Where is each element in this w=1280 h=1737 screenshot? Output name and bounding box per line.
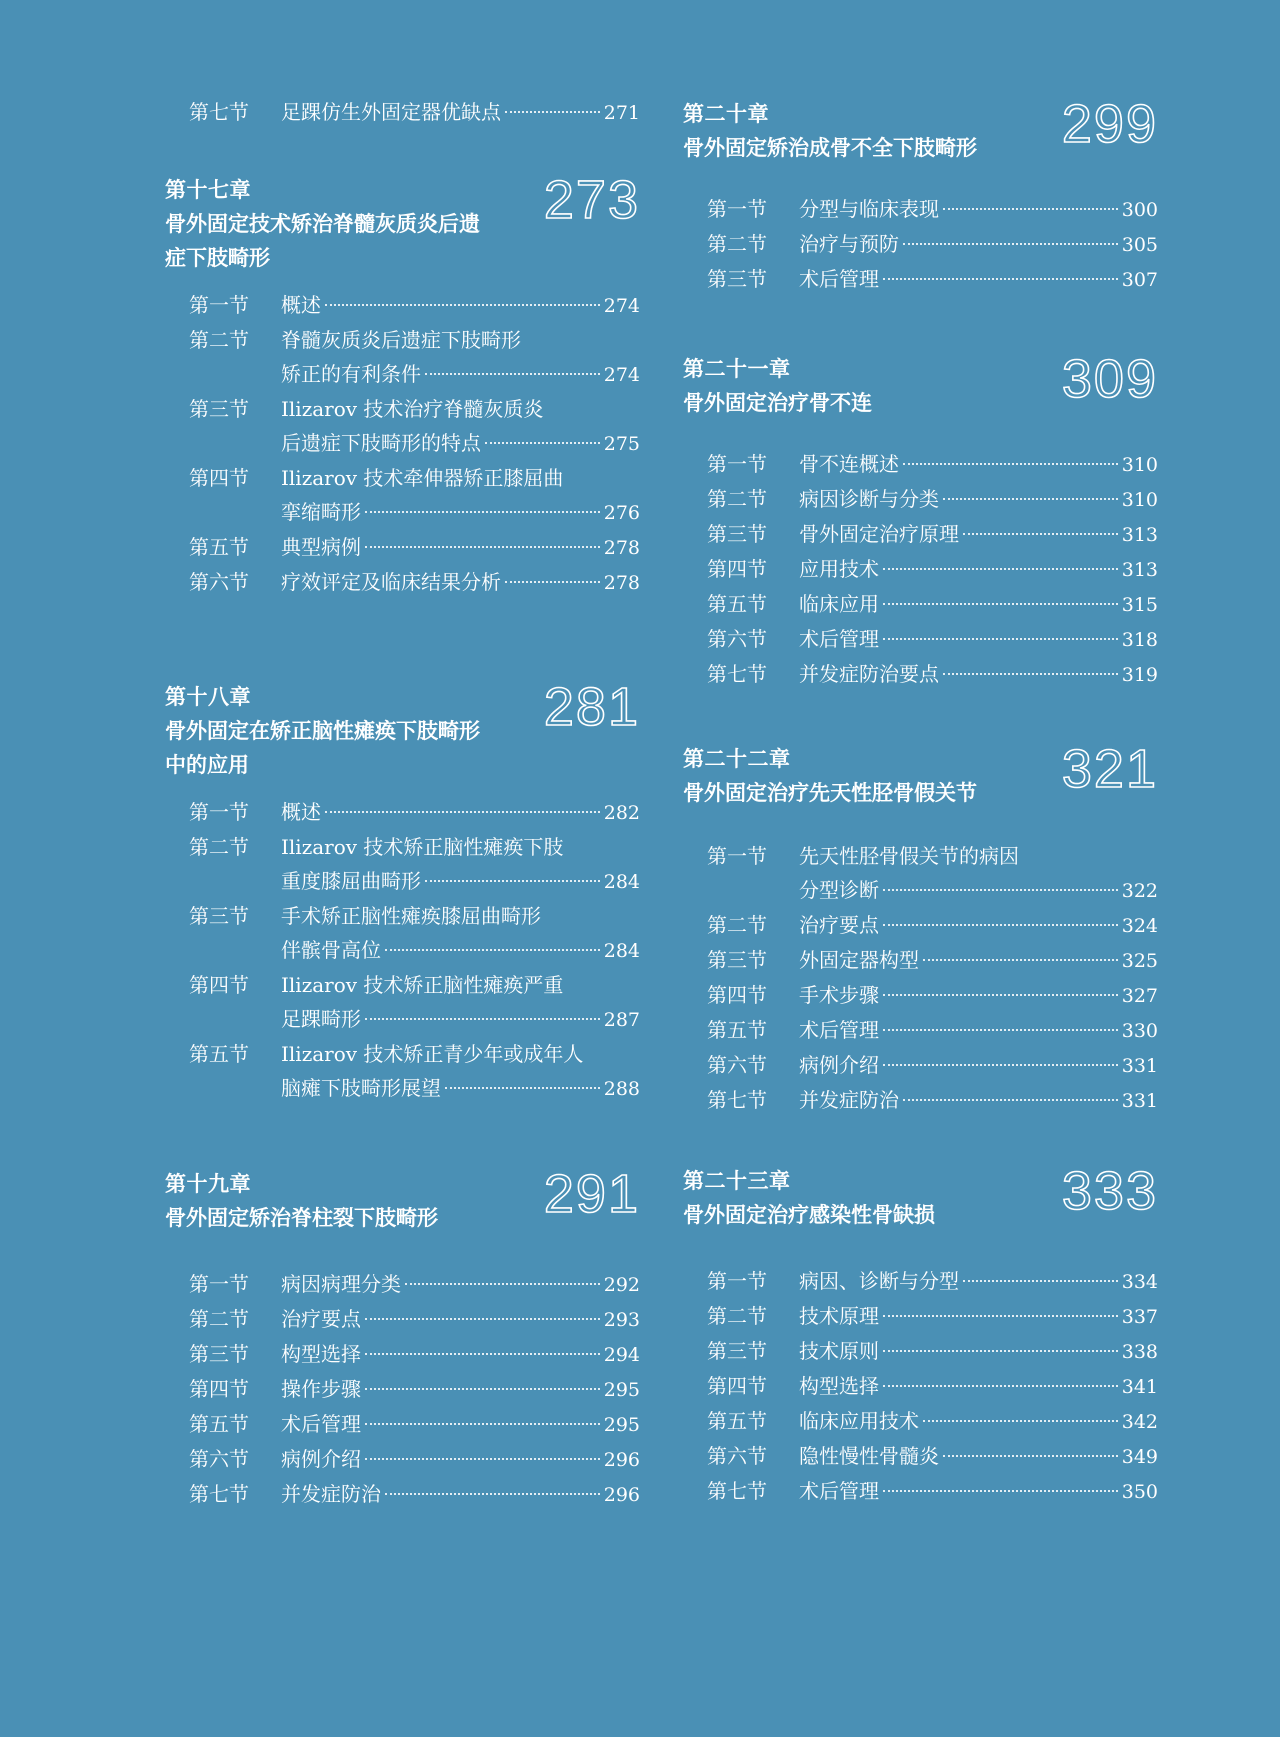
section-title: 病因、诊断与分型 [799,1269,959,1293]
leader-dots [923,1420,1118,1422]
section-page-number: 288 [603,1078,640,1100]
toc-section-entry[interactable] [683,1299,1158,1334]
section-title: 重度膝屈曲畸形 [281,869,421,893]
section-title-line1: 脊髓灰质炎后遗症下肢畸形 [281,328,521,352]
toc-section-entry[interactable] [165,1372,640,1407]
section-page-number: 296 [603,1484,640,1506]
section-title: 足踝畸形 [281,1007,361,1031]
toc-section-entry[interactable] [683,1013,1158,1048]
section-label: 第七节 [707,1088,767,1112]
chapter-page-number: 281 [543,677,640,737]
section-label: 第五节 [707,592,767,616]
section-title: 挛缩畸形 [281,500,361,524]
chapter-header[interactable] [683,349,1158,447]
leader-dots [445,1087,600,1089]
section-page-number: 274 [603,364,640,386]
section-title: 外固定器构型 [799,948,919,972]
leader-dots [365,546,600,548]
leader-dots [883,1350,1118,1352]
leader-dots [365,1458,600,1460]
section-page-number: 334 [1121,1271,1158,1293]
section-label: 第二节 [189,328,249,352]
section-label: 第三节 [707,948,767,972]
section-title: 术后管理 [799,627,879,651]
section-title: 典型病例 [281,535,361,559]
toc-section-entry[interactable] [683,978,1158,1013]
section-title: 隐性慢性骨髓炎 [799,1444,939,1468]
section-title: 构型选择 [281,1342,361,1366]
section-label: 第七节 [707,1479,767,1503]
toc-section-entry[interactable] [165,830,640,899]
section-title-line1: Ilizarov 技术矫正脑性瘫痪严重 [281,973,564,997]
section-label: 第三节 [707,1339,767,1363]
toc-section-entry[interactable] [683,552,1158,587]
section-label: 第四节 [707,1374,767,1398]
section-list [683,1264,1158,1509]
toc-section-entry[interactable] [683,1083,1158,1118]
section-label: 第七节 [189,1482,249,1506]
leader-dots [883,889,1118,891]
section-page-number: 341 [1121,1376,1158,1398]
section-title: 病例介绍 [281,1447,361,1471]
toc-section-entry[interactable] [683,587,1158,622]
leader-dots [883,568,1118,570]
chapter-page-number: 273 [543,170,640,230]
section-title-line1: Ilizarov 技术治疗脊髓灰质炎 [281,397,544,421]
toc-section-entry[interactable] [683,657,1158,692]
leader-dots [385,949,600,951]
toc-section-entry[interactable] [683,482,1158,517]
leader-dots [883,1029,1118,1031]
section-title: 概述 [281,800,321,824]
section-page-number: 295 [603,1414,640,1436]
section-label: 第二节 [707,1304,767,1328]
toc-section-entry[interactable] [683,262,1158,297]
toc-section-entry[interactable] [165,1037,640,1106]
chapter-title: 骨外固定治疗骨不连 [683,391,872,415]
section-title: 矫正的有利条件 [281,362,421,386]
leader-dots [365,1353,600,1355]
toc-section-entry[interactable] [683,1334,1158,1369]
section-page-number: 300 [1121,199,1158,221]
section-title: 并发症防治 [799,1088,899,1112]
section-title: 疗效评定及临床结果分析 [281,570,501,594]
leader-dots [883,603,1118,605]
section-label: 第二节 [189,835,249,859]
toc-section-entry[interactable] [165,795,640,830]
section-title: 术后管理 [799,1479,879,1503]
section-list [165,795,640,1106]
section-page-number: 294 [603,1344,640,1366]
toc-section-entry[interactable] [683,1048,1158,1083]
leader-dots [883,924,1118,926]
section-page-number: 330 [1121,1020,1158,1042]
leader-dots [943,208,1118,210]
leader-dots [883,278,1118,280]
section-list [683,447,1158,692]
toc-section-entry[interactable] [165,899,640,968]
chapter-21 [683,349,1158,692]
section-title: 病因诊断与分类 [799,487,939,511]
section-page-number: 318 [1121,629,1158,651]
toc-orphan-entry[interactable] [165,95,640,130]
chapter-header[interactable] [165,677,640,790]
toc-section-entry[interactable] [165,565,640,600]
toc-section-entry[interactable] [165,95,640,130]
section-label: 第六节 [707,627,767,651]
section-label: 第三节 [189,1342,249,1366]
leader-dots [943,673,1118,675]
toc-section-entry[interactable] [165,288,640,323]
section-label: 第四节 [189,466,249,490]
leader-dots [883,1490,1118,1492]
leader-dots [505,111,600,113]
section-page-number: 319 [1121,664,1158,686]
toc-section-entry[interactable] [165,968,640,1037]
toc-section-entry[interactable] [683,622,1158,657]
chapter-header[interactable] [683,1161,1158,1264]
section-title-line1: 先天性胫骨假关节的病因 [799,844,1019,868]
section-page-number: 331 [1121,1090,1158,1112]
chapter-title: 骨外固定技术矫治脊髓灰质炎后遗症下肢畸形 [165,212,480,270]
section-page-number: 284 [603,871,640,893]
section-title: 并发症防治 [281,1482,381,1506]
toc-section-entry[interactable] [165,1477,640,1512]
leader-dots [903,463,1118,465]
chapter-22 [683,739,1158,1118]
section-page-number: 284 [603,940,640,962]
section-page-number: 327 [1121,985,1158,1007]
section-page-number: 310 [1121,489,1158,511]
section-page-number: 293 [603,1309,640,1331]
section-page-number: 322 [1121,880,1158,902]
chapter-number: 第十八章 [165,685,251,709]
chapter-header[interactable] [165,170,640,283]
section-list [165,288,640,600]
section-title: 病因病理分类 [281,1272,401,1296]
chapter-19 [165,1164,640,1512]
section-title: 足踝仿生外固定器优缺点 [281,100,501,124]
section-page-number: 278 [603,572,640,594]
toc-section-entry[interactable] [683,1439,1158,1474]
section-label: 第五节 [707,1018,767,1042]
toc-section-entry[interactable] [165,1407,640,1442]
toc-section-entry[interactable] [683,1404,1158,1439]
toc-section-entry[interactable] [683,517,1158,552]
section-title: 治疗要点 [799,913,879,937]
chapter-page-number: 299 [1061,94,1158,154]
section-page-number: 331 [1121,1055,1158,1077]
section-page-number: 337 [1121,1306,1158,1328]
section-title: 术后管理 [799,1018,879,1042]
chapter-number: 第二十一章 [683,357,791,381]
section-title: 骨外固定治疗原理 [799,522,959,546]
leader-dots [365,1423,600,1425]
toc-section-entry[interactable] [683,1369,1158,1404]
leader-dots [365,1388,600,1390]
section-page-number: 350 [1121,1481,1158,1503]
section-label: 第五节 [189,535,249,559]
section-list [683,192,1158,297]
leader-dots [425,880,600,882]
section-label: 第二节 [707,487,767,511]
leader-dots [365,511,600,513]
leader-dots [385,1493,600,1495]
chapter-header[interactable] [165,1164,640,1267]
section-page-number: 349 [1121,1446,1158,1468]
toc-section-entry[interactable] [165,1302,640,1337]
leader-dots [883,994,1118,996]
chapter-23 [683,1161,1158,1509]
toc-section-entry[interactable] [683,1264,1158,1299]
section-page-number: 275 [603,433,640,455]
section-title: 技术原则 [799,1339,879,1363]
section-label: 第六节 [189,1447,249,1471]
chapter-number: 第十九章 [165,1172,251,1196]
chapter-header[interactable] [683,739,1158,839]
leader-dots [485,442,600,444]
section-title: 术后管理 [799,267,879,291]
section-title: 治疗要点 [281,1307,361,1331]
section-label: 第三节 [707,267,767,291]
section-label: 第一节 [707,452,767,476]
chapter-page-number: 333 [1061,1161,1158,1221]
leader-dots [883,1385,1118,1387]
section-title: 病例介绍 [799,1053,879,1077]
chapter-page-number: 291 [543,1164,640,1224]
section-page-number: 324 [1121,915,1158,937]
section-title-line1: Ilizarov 技术矫正脑性瘫痪下肢 [281,835,564,859]
section-title-line1: Ilizarov 技术牵伸器矫正膝屈曲 [281,466,564,490]
section-title: 后遗症下肢畸形的特点 [281,431,481,455]
section-label: 第四节 [189,973,249,997]
section-title: 伴髌骨高位 [281,938,381,962]
chapter-title: 骨外固定矫治成骨不全下肢畸形 [683,136,977,160]
section-list [683,839,1158,1118]
toc-section-entry[interactable] [683,192,1158,227]
section-page-number: 278 [603,537,640,559]
chapter-17 [165,170,640,600]
section-list [165,1267,640,1512]
section-page-number: 271 [603,102,640,124]
leader-dots [365,1018,600,1020]
toc-section-entry[interactable] [683,839,1158,908]
section-label: 第二节 [707,913,767,937]
section-title: 临床应用技术 [799,1409,919,1433]
section-label: 第二节 [189,1307,249,1331]
section-page-number: 292 [603,1274,640,1296]
section-title: 分型诊断 [799,878,879,902]
section-page-number: 315 [1121,594,1158,616]
leader-dots [943,498,1118,500]
chapter-title: 骨外固定矫治脊柱裂下肢畸形 [165,1206,438,1230]
section-title: 构型选择 [799,1374,879,1398]
chapter-number: 第二十三章 [683,1169,791,1193]
section-page-number: 310 [1121,454,1158,476]
section-label: 第一节 [189,1272,249,1296]
chapter-20 [683,94,1158,297]
leader-dots [883,1064,1118,1066]
toc-section-entry[interactable] [683,908,1158,943]
toc-section-entry[interactable] [165,1267,640,1302]
toc-section-entry[interactable] [683,447,1158,482]
section-page-number: 313 [1121,524,1158,546]
chapter-18 [165,677,640,1106]
leader-dots [883,1315,1118,1317]
leader-dots [943,1455,1118,1457]
leader-dots [923,959,1118,961]
section-label: 第六节 [189,570,249,594]
toc-section-entry[interactable] [165,392,640,461]
toc-section-entry[interactable] [683,1474,1158,1509]
section-page-number: 295 [603,1379,640,1401]
section-title: 并发症防治要点 [799,662,939,686]
leader-dots [963,533,1118,535]
section-label: 第一节 [707,1269,767,1293]
toc-section-entry[interactable] [165,461,640,530]
section-title: 临床应用 [799,592,879,616]
section-page-number: 342 [1121,1411,1158,1433]
section-label: 第四节 [189,1377,249,1401]
chapter-number: 第十七章 [165,178,251,202]
section-page-number: 296 [603,1449,640,1471]
section-label: 第七节 [707,662,767,686]
leader-dots [903,1099,1118,1101]
section-title: 术后管理 [281,1412,361,1436]
toc-section-entry[interactable] [165,323,640,392]
toc-section-entry[interactable] [165,530,640,565]
section-title-line1: Ilizarov 技术矫正青少年或成年人 [281,1042,584,1066]
section-label: 第六节 [707,1053,767,1077]
section-page-number: 313 [1121,559,1158,581]
section-page-number: 338 [1121,1341,1158,1363]
section-title: 脑瘫下肢畸形展望 [281,1076,441,1100]
section-label: 第三节 [707,522,767,546]
chapter-title: 骨外固定在矫正脑性瘫痪下肢畸形中的应用 [165,719,480,777]
section-title: 骨不连概述 [799,452,899,476]
section-page-number: 274 [603,295,640,317]
section-page-number: 325 [1121,950,1158,972]
section-title-line1: 手术矫正脑性瘫痪膝屈曲畸形 [281,904,541,928]
leader-dots [365,1318,600,1320]
section-page-number: 307 [1121,269,1158,291]
chapter-title: 骨外固定治疗先天性胫骨假关节 [683,781,977,805]
toc-section-entry[interactable] [683,943,1158,978]
section-label: 第一节 [707,197,767,221]
toc-section-entry[interactable] [683,227,1158,262]
leader-dots [505,581,600,583]
chapter-number: 第二十章 [683,102,769,126]
section-page-number: 305 [1121,234,1158,256]
section-title: 技术原理 [799,1304,879,1328]
section-label: 第五节 [189,1412,249,1436]
chapter-page-number: 321 [1061,739,1158,799]
section-label: 第二节 [707,232,767,256]
leader-dots [963,1280,1118,1282]
section-label: 第五节 [189,1042,249,1066]
section-page-number: 282 [603,802,640,824]
chapter-number: 第二十二章 [683,747,791,771]
chapter-header[interactable] [683,94,1158,192]
section-label: 第三节 [189,397,249,421]
section-label: 第一节 [707,844,767,868]
section-title: 分型与临床表现 [799,197,939,221]
section-title: 操作步骤 [281,1377,361,1401]
section-label: 第一节 [189,800,249,824]
leader-dots [325,811,600,813]
section-label: 第五节 [707,1409,767,1433]
leader-dots [883,638,1118,640]
section-label: 第三节 [189,904,249,928]
section-label: 第四节 [707,557,767,581]
section-title: 应用技术 [799,557,879,581]
leader-dots [903,243,1118,245]
leader-dots [425,373,600,375]
section-label: 第一节 [189,293,249,317]
toc-section-entry[interactable] [165,1442,640,1477]
leader-dots [405,1283,600,1285]
section-page-number: 276 [603,502,640,524]
section-label: 第四节 [707,983,767,1007]
section-label: 第七节 [189,100,249,124]
chapter-page-number: 309 [1061,349,1158,409]
section-title: 治疗与预防 [799,232,899,256]
section-title: 手术步骤 [799,983,879,1007]
section-title: 概述 [281,293,321,317]
toc-section-entry[interactable] [165,1337,640,1372]
leader-dots [325,304,600,306]
section-label: 第六节 [707,1444,767,1468]
chapter-title: 骨外固定治疗感染性骨缺损 [683,1203,935,1227]
section-page-number: 287 [603,1009,640,1031]
